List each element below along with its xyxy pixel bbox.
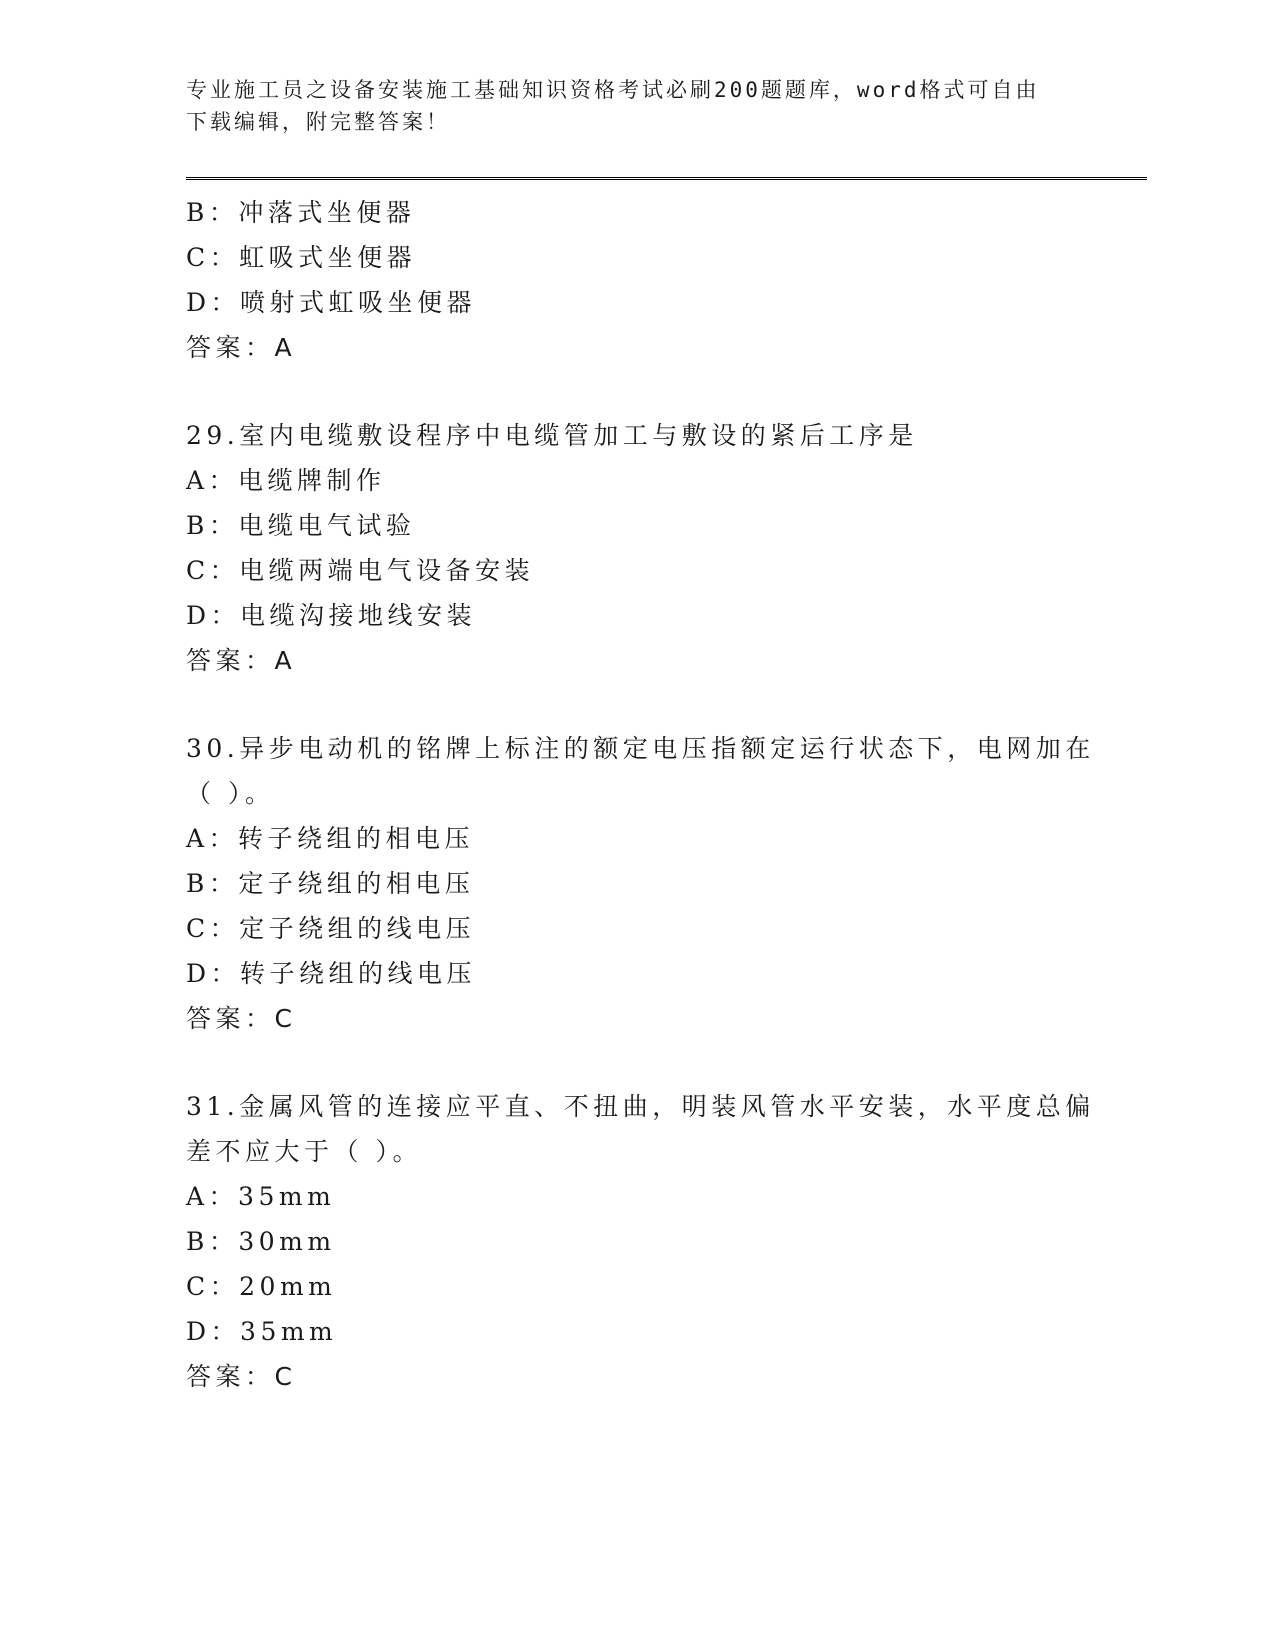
question-text-line-1: 31.金属风管的连接应平直、不扭曲，明装风管水平安装，水平度总偏 — [186, 1092, 1095, 1121]
option-d: D：喷射式虹吸坐便器 — [186, 288, 477, 317]
answer: 答案：C — [186, 1004, 297, 1033]
question-text-line-2: 差不应大于（ ）。 — [186, 1137, 422, 1166]
header-line-1: 专业施工员之设备安装施工基础知识资格考试必刷200题题库，word格式可自由 — [186, 78, 1040, 102]
option-d: D：转子绕组的线电压 — [186, 959, 477, 988]
option-c: C：20mm — [186, 1272, 337, 1301]
option-b: B：定子绕组的相电压 — [186, 869, 475, 898]
option-d: D：电缆沟接地线安装 — [186, 601, 477, 630]
option-b: B：冲落式坐便器 — [186, 198, 416, 227]
answer: 答案：C — [186, 1362, 297, 1391]
answer: 答案：A — [186, 333, 297, 362]
option-c: C：虹吸式坐便器 — [186, 243, 417, 272]
question-30 — [186, 726, 1095, 1041]
option-c: C：定子绕组的线电压 — [186, 914, 476, 943]
question-list — [186, 190, 1095, 1399]
spacer — [186, 1041, 1086, 1084]
question-text: 29.室内电缆敷设程序中电缆管加工与敷设的紧后工序是 — [186, 421, 918, 450]
question-31 — [186, 1084, 1095, 1399]
document-header — [186, 74, 1086, 138]
header-line-2: 下载编辑，附完整答案！ — [186, 110, 450, 134]
option-d: D：35mm — [186, 1317, 338, 1346]
answer: 答案：A — [186, 646, 297, 675]
spacer — [186, 370, 1086, 413]
header-divider — [186, 177, 1147, 183]
option-a: A：转子绕组的相电压 — [186, 824, 475, 853]
option-b: B：电缆电气试验 — [186, 511, 416, 540]
question-text-line-1: 30.异步电动机的铭牌上标注的额定电压指额定运行状态下，电网加在 — [186, 734, 1095, 763]
option-a: A：电缆牌制作 — [186, 466, 386, 495]
option-b: B：30mm — [186, 1227, 336, 1256]
question-29 — [186, 413, 1086, 683]
spacer — [186, 683, 1086, 726]
option-a: A：35mm — [186, 1182, 336, 1211]
question-text-line-2: （ ）。 — [186, 779, 275, 808]
question-28 — [186, 190, 1086, 370]
option-c: C：电缆两端电气设备安装 — [186, 556, 535, 585]
